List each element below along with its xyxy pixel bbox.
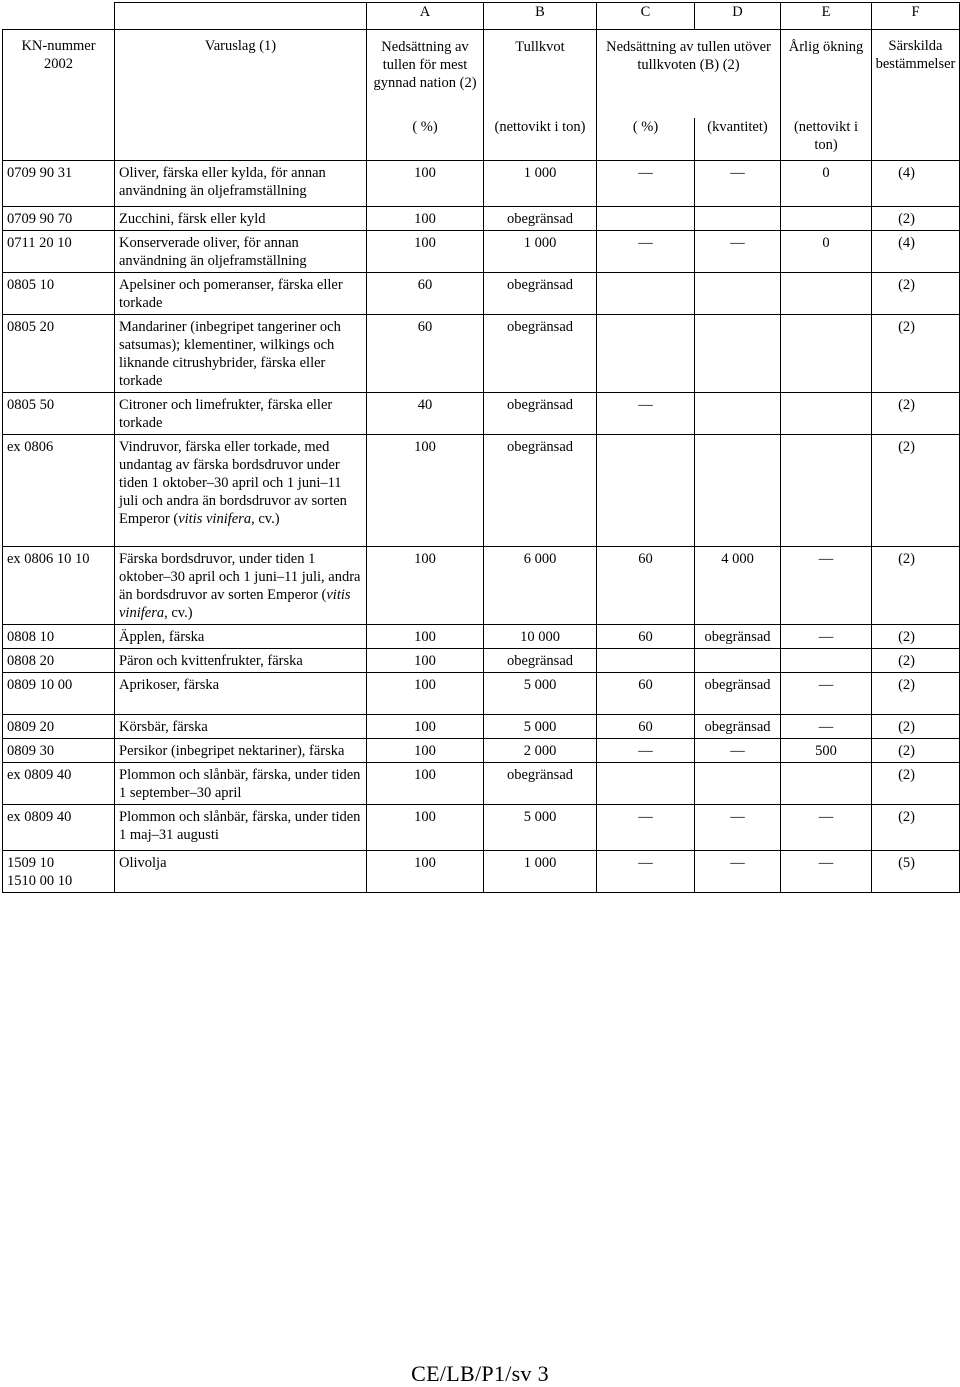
cell-over-quota-reduction (597, 273, 695, 315)
cell-mfn-reduction: 60 (367, 315, 484, 393)
cell-tariff-quota: obegränsad (484, 763, 597, 805)
cell-annual-increase (781, 763, 872, 805)
cell-tariff-quota: obegränsad (484, 207, 597, 231)
table-row (3, 231, 960, 273)
table-row (3, 393, 960, 435)
cell-over-quota-reduction: 60 (597, 547, 695, 625)
tariff-table (2, 2, 960, 893)
column-letter-d: D (695, 3, 781, 30)
cell-kn-number: 0709 90 70 (3, 207, 115, 231)
cell-tariff-quota: 1 000 (484, 851, 597, 893)
header-annual-increase: Årlig ökning (781, 30, 872, 119)
unit-a: ( %) (367, 118, 484, 161)
table-row (3, 435, 960, 547)
cell-annual-increase: 0 (781, 161, 872, 207)
cell-over-quota-reduction: 60 (597, 625, 695, 649)
cell-kn-number: 0805 10 (3, 273, 115, 315)
unit-c: ( %) (597, 118, 695, 161)
cell-special-provisions: (2) (872, 435, 960, 547)
cell-over-quota-reduction: — (597, 393, 695, 435)
cell-description: Oliver, färska eller kylda, för annan användning än oljeframställning (115, 161, 367, 207)
cell-tariff-quota: obegränsad (484, 649, 597, 673)
cell-special-provisions: (2) (872, 763, 960, 805)
cell-mfn-reduction: 100 (367, 715, 484, 739)
cell-annual-increase (781, 273, 872, 315)
header-kn-number: KN-nummer 2002 (3, 30, 115, 161)
table-row (3, 161, 960, 207)
header-special-provisions: Särskilda bestämmelser (872, 30, 960, 161)
cell-annual-increase: — (781, 715, 872, 739)
cell-description: Vindruvor, färska eller torkade, med undantag av färska bordsdruvor under tiden 1 oktober–30 april och 1 juni–11 juli och andra än bordsdruvor av sorten Emperor (vitis vinifera, cv.) (115, 435, 367, 547)
cell-tariff-quota: 1 000 (484, 161, 597, 207)
column-letter-a: A (367, 3, 484, 30)
cell-description: Plommon och slånbär, färska, under tiden 1 maj–31 augusti (115, 805, 367, 851)
cell-annual-increase: 0 (781, 231, 872, 273)
table-row (3, 805, 960, 851)
cell-mfn-reduction: 100 (367, 851, 484, 893)
cell-description: Färska bordsdruvor, under tiden 1 oktober–30 april och 1 juni–11 juli, andra än bordsdruvor av sorten Emperor (vitis vinifera, cv.) (115, 547, 367, 625)
cell-special-provisions: (2) (872, 715, 960, 739)
cell-description: Mandariner (inbegripet tangeriner och satsumas); klementiner, wilkings och liknande citrushybrider, färska eller torkade (115, 315, 367, 393)
cell-description: Olivolja (115, 851, 367, 893)
cell-over-quota-reduction: — (597, 739, 695, 763)
cell-mfn-reduction: 100 (367, 739, 484, 763)
cell-over-quota-reduction (597, 207, 695, 231)
table-row (3, 207, 960, 231)
cell-kn-number: 0809 10 00 (3, 673, 115, 715)
cell-kn-number: ex 0809 40 (3, 805, 115, 851)
cell-over-quota-quantity (695, 649, 781, 673)
cell-special-provisions: (2) (872, 315, 960, 393)
cell-annual-increase: — (781, 625, 872, 649)
cell-description: Apelsiner och pomeranser, färska eller torkade (115, 273, 367, 315)
cell-kn-number: ex 0809 40 (3, 763, 115, 805)
header-over-quota-reduction: Nedsättning av tullen utöver tullkvoten (B) (2) (597, 30, 781, 119)
unit-b: (nettovikt i ton) (484, 118, 597, 161)
cell-over-quota-quantity: obegränsad (695, 715, 781, 739)
cell-over-quota-reduction: — (597, 231, 695, 273)
column-header-row (3, 30, 960, 119)
cell-tariff-quota: 5 000 (484, 805, 597, 851)
cell-over-quota-quantity (695, 207, 781, 231)
cell-over-quota-quantity: — (695, 805, 781, 851)
cell-mfn-reduction: 100 (367, 625, 484, 649)
cell-mfn-reduction: 100 (367, 207, 484, 231)
cell-kn-number: 0805 50 (3, 393, 115, 435)
header-description: Varuslag (1) (115, 30, 367, 161)
cell-special-provisions: (2) (872, 273, 960, 315)
cell-annual-increase (781, 435, 872, 547)
cell-over-quota-reduction: 60 (597, 673, 695, 715)
cell-description: Persikor (inbegripet nektariner), färska (115, 739, 367, 763)
cell-over-quota-reduction (597, 435, 695, 547)
unit-e: (nettovikt i ton) (781, 118, 872, 161)
cell-over-quota-reduction: — (597, 161, 695, 207)
cell-annual-increase (781, 315, 872, 393)
column-letter-c: C (597, 3, 695, 30)
cell-annual-increase: — (781, 851, 872, 893)
cell-kn-number: 0808 10 (3, 625, 115, 649)
table-body (3, 161, 960, 893)
cell-special-provisions: (2) (872, 805, 960, 851)
unit-d: (kvantitet) (695, 118, 781, 161)
cell-kn-number: 0808 20 (3, 649, 115, 673)
table-row (3, 547, 960, 625)
table-row (3, 763, 960, 805)
cell-tariff-quota: 10 000 (484, 625, 597, 649)
cell-description: Päron och kvittenfrukter, färska (115, 649, 367, 673)
cell-tariff-quota: obegränsad (484, 393, 597, 435)
cell-description: Körsbär, färska (115, 715, 367, 739)
column-letter-f: F (872, 3, 960, 30)
cell-kn-number: ex 0806 10 10 (3, 547, 115, 625)
cell-over-quota-reduction (597, 315, 695, 393)
cell-over-quota-reduction: — (597, 805, 695, 851)
table-row (3, 739, 960, 763)
cell-mfn-reduction: 100 (367, 649, 484, 673)
cell-description: Zucchini, färsk eller kyld (115, 207, 367, 231)
cell-tariff-quota: obegränsad (484, 315, 597, 393)
cell-kn-number: 0809 30 (3, 739, 115, 763)
cell-over-quota-reduction (597, 649, 695, 673)
blank-letter-cell (115, 3, 367, 30)
cell-over-quota-quantity (695, 393, 781, 435)
cell-mfn-reduction: 100 (367, 435, 484, 547)
cell-kn-number: ex 0806 (3, 435, 115, 547)
cell-mfn-reduction: 100 (367, 547, 484, 625)
cell-special-provisions: (2) (872, 207, 960, 231)
table-row (3, 715, 960, 739)
cell-over-quota-quantity (695, 315, 781, 393)
cell-over-quota-reduction: — (597, 851, 695, 893)
cell-over-quota-quantity (695, 273, 781, 315)
column-letter-e: E (781, 3, 872, 30)
cell-kn-number: 0711 20 10 (3, 231, 115, 273)
cell-over-quota-quantity (695, 763, 781, 805)
cell-special-provisions: (5) (872, 851, 960, 893)
table-row (3, 851, 960, 893)
cell-tariff-quota: 1 000 (484, 231, 597, 273)
cell-kn-number: 0709 90 31 (3, 161, 115, 207)
cell-tariff-quota: obegränsad (484, 273, 597, 315)
table-row (3, 673, 960, 715)
header-mfn-reduction: Nedsättning av tullen för mest gynnad nation (2) (367, 30, 484, 119)
column-letter-row (3, 3, 960, 30)
cell-over-quota-quantity: — (695, 231, 781, 273)
cell-mfn-reduction: 100 (367, 231, 484, 273)
cell-description: Citroner och limefrukter, färska eller torkade (115, 393, 367, 435)
cell-kn-number: 0805 20 (3, 315, 115, 393)
cell-annual-increase: — (781, 805, 872, 851)
cell-kn-number: 0809 20 (3, 715, 115, 739)
table-row (3, 649, 960, 673)
cell-over-quota-reduction: 60 (597, 715, 695, 739)
cell-tariff-quota: 5 000 (484, 673, 597, 715)
page-footer-reference: CE/LB/P1/sv 3 (411, 1361, 549, 1386)
blank-letter-cell (3, 3, 115, 30)
cell-annual-increase (781, 649, 872, 673)
column-letter-b: B (484, 3, 597, 30)
table-row (3, 273, 960, 315)
cell-over-quota-quantity: obegränsad (695, 673, 781, 715)
cell-mfn-reduction: 100 (367, 673, 484, 715)
header-tariff-quota: Tullkvot (484, 30, 597, 119)
cell-tariff-quota: 5 000 (484, 715, 597, 739)
cell-special-provisions: (2) (872, 673, 960, 715)
cell-annual-increase: — (781, 673, 872, 715)
cell-mfn-reduction: 100 (367, 763, 484, 805)
cell-over-quota-quantity: obegränsad (695, 625, 781, 649)
cell-description: Äpplen, färska (115, 625, 367, 649)
table-row (3, 625, 960, 649)
cell-special-provisions: (2) (872, 739, 960, 763)
cell-over-quota-quantity: — (695, 161, 781, 207)
cell-annual-increase: 500 (781, 739, 872, 763)
cell-annual-increase (781, 393, 872, 435)
cell-special-provisions: (2) (872, 393, 960, 435)
cell-special-provisions: (2) (872, 625, 960, 649)
cell-description: Plommon och slånbär, färska, under tiden 1 september–30 april (115, 763, 367, 805)
cell-mfn-reduction: 100 (367, 805, 484, 851)
cell-description: Konserverade oliver, för annan användning än oljeframställning (115, 231, 367, 273)
cell-mfn-reduction: 100 (367, 161, 484, 207)
cell-special-provisions: (4) (872, 231, 960, 273)
cell-over-quota-quantity: 4 000 (695, 547, 781, 625)
cell-tariff-quota: 6 000 (484, 547, 597, 625)
cell-kn-number: 1509 10 1510 00 10 (3, 851, 115, 893)
cell-over-quota-reduction (597, 763, 695, 805)
cell-over-quota-quantity: — (695, 851, 781, 893)
cell-mfn-reduction: 60 (367, 273, 484, 315)
cell-over-quota-quantity: — (695, 739, 781, 763)
cell-mfn-reduction: 40 (367, 393, 484, 435)
cell-special-provisions: (2) (872, 649, 960, 673)
cell-annual-increase (781, 207, 872, 231)
cell-special-provisions: (4) (872, 161, 960, 207)
cell-tariff-quota: 2 000 (484, 739, 597, 763)
cell-over-quota-quantity (695, 435, 781, 547)
cell-special-provisions: (2) (872, 547, 960, 625)
cell-description: Aprikoser, färska (115, 673, 367, 715)
cell-annual-increase: — (781, 547, 872, 625)
cell-tariff-quota: obegränsad (484, 435, 597, 547)
table-row (3, 315, 960, 393)
